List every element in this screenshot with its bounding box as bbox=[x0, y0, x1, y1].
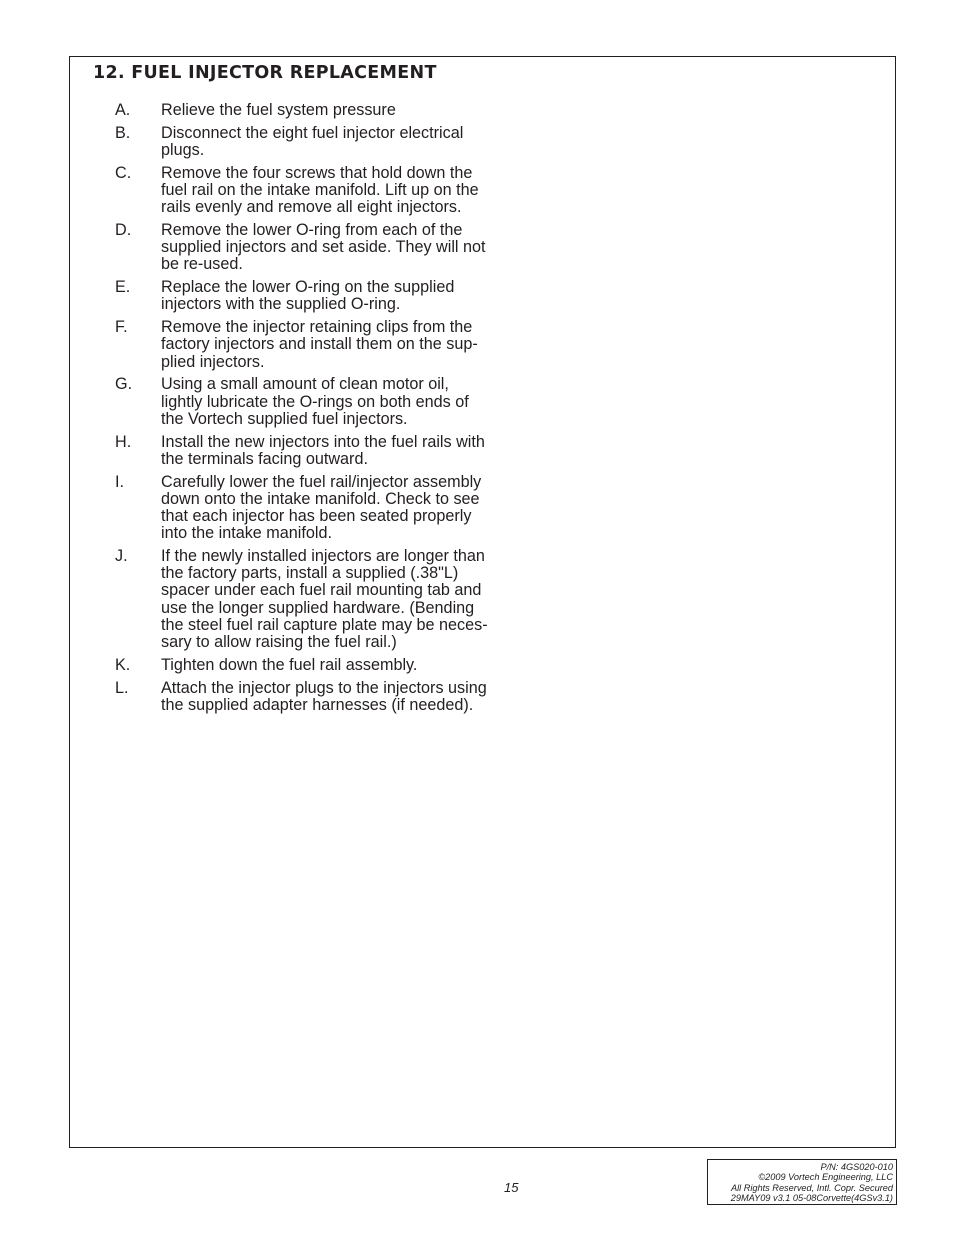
step-text-line: rails evenly and remove all eight injectors. bbox=[161, 198, 462, 217]
step-letter: E. bbox=[115, 278, 131, 297]
step-text-line: Attach the injector plugs to the injectors using bbox=[161, 678, 487, 697]
list-item bbox=[115, 165, 535, 217]
step-letter: D. bbox=[115, 221, 132, 239]
step-letter: J. bbox=[115, 547, 128, 566]
step-letter: A. bbox=[115, 101, 131, 119]
list-item bbox=[115, 548, 535, 651]
step-text-line: down onto the intake manifold. Check to see bbox=[161, 489, 480, 508]
step-text-line: lightly lubricate the O-rings on both ends of bbox=[161, 392, 469, 411]
step-text-line: sary to allow raising the fuel rail.) bbox=[161, 633, 397, 652]
step-text-line: be re-used. bbox=[161, 255, 243, 274]
step-text-line: Remove the lower O-ring from each of the bbox=[161, 221, 463, 239]
step-text-line: plugs. bbox=[161, 141, 205, 159]
step-letter: B. bbox=[115, 123, 131, 142]
step-text-line: supplied injectors and set aside. They will not bbox=[161, 238, 486, 257]
step-text-line: factory injectors and install them on the sup- bbox=[161, 335, 478, 354]
step-text-line: Install the new injectors into the fuel rails with bbox=[161, 432, 485, 451]
step-letter: F. bbox=[115, 318, 128, 337]
copyright-box bbox=[707, 1159, 897, 1205]
step-letter: K. bbox=[115, 655, 131, 674]
list-item bbox=[115, 657, 535, 674]
copyright-line: ©2009 Vortech Engineering, LLC bbox=[758, 1172, 893, 1183]
part-number: P/N: 4GS020-010 bbox=[820, 1162, 893, 1172]
section-title: 12. FUEL INJECTOR REPLACEMENT bbox=[93, 63, 437, 83]
step-text-line: the Vortech supplied fuel injectors. bbox=[161, 409, 408, 428]
step-letter: L. bbox=[115, 678, 129, 697]
step-letter: G. bbox=[115, 375, 133, 394]
step-text-line: the supplied adapter harnesses (if needed). bbox=[161, 695, 474, 714]
list-item bbox=[115, 680, 535, 714]
step-text-line: Relieve the fuel system pressure bbox=[161, 101, 396, 119]
step-text-line: use the longer supplied hardware. (Bending bbox=[161, 598, 475, 617]
step-text-line: the terminals facing outward. bbox=[161, 449, 368, 468]
step-text-line: Replace the lower O-ring on the supplied bbox=[161, 278, 455, 297]
step-letter: H. bbox=[115, 432, 132, 451]
step-letter: I. bbox=[115, 472, 124, 491]
list-item bbox=[115, 102, 535, 119]
content-frame bbox=[69, 56, 896, 1148]
step-text-line: Remove the injector retaining clips from the bbox=[161, 318, 473, 337]
step-text-line: that each injector has been seated properly bbox=[161, 507, 472, 526]
step-letter: C. bbox=[115, 163, 132, 182]
step-text-line: Tighten down the fuel rail assembly. bbox=[161, 655, 418, 674]
list-item bbox=[115, 376, 535, 428]
revision-line: 29MAY09 v3.1 05-08Corvette(4GSv3.1) bbox=[730, 1192, 893, 1203]
step-text-line: If the newly installed injectors are longer than bbox=[161, 547, 485, 566]
list-item bbox=[115, 319, 535, 371]
list-item bbox=[115, 279, 535, 313]
step-text-line: into the intake manifold. bbox=[161, 524, 332, 543]
step-text-line: spacer under each fuel rail mounting tab and bbox=[161, 581, 482, 600]
step-text-line: Carefully lower the fuel rail/injector assembly bbox=[161, 472, 482, 491]
step-text-line: injectors with the supplied O-ring. bbox=[161, 295, 401, 314]
instruction-list bbox=[115, 102, 535, 720]
step-text-line: Using a small amount of clean motor oil, bbox=[161, 375, 449, 394]
step-text-line: the factory parts, install a supplied (.38"L) bbox=[161, 564, 459, 583]
page-number: 15 bbox=[504, 1180, 519, 1195]
step-text-line: plied injectors. bbox=[161, 352, 265, 371]
list-item bbox=[115, 474, 535, 543]
list-item bbox=[115, 125, 535, 159]
list-item bbox=[115, 222, 535, 274]
rights-line: All Rights Reserved, Intl. Copr. Secured bbox=[730, 1182, 893, 1193]
step-text-line: Remove the four screws that hold down the bbox=[161, 163, 473, 182]
step-text-line: Disconnect the eight fuel injector electrical bbox=[161, 123, 464, 142]
list-item bbox=[115, 434, 535, 468]
step-text-line: the steel fuel rail capture plate may be neces- bbox=[161, 615, 488, 634]
step-text-line: fuel rail on the intake manifold. Lift up on the bbox=[161, 181, 479, 199]
